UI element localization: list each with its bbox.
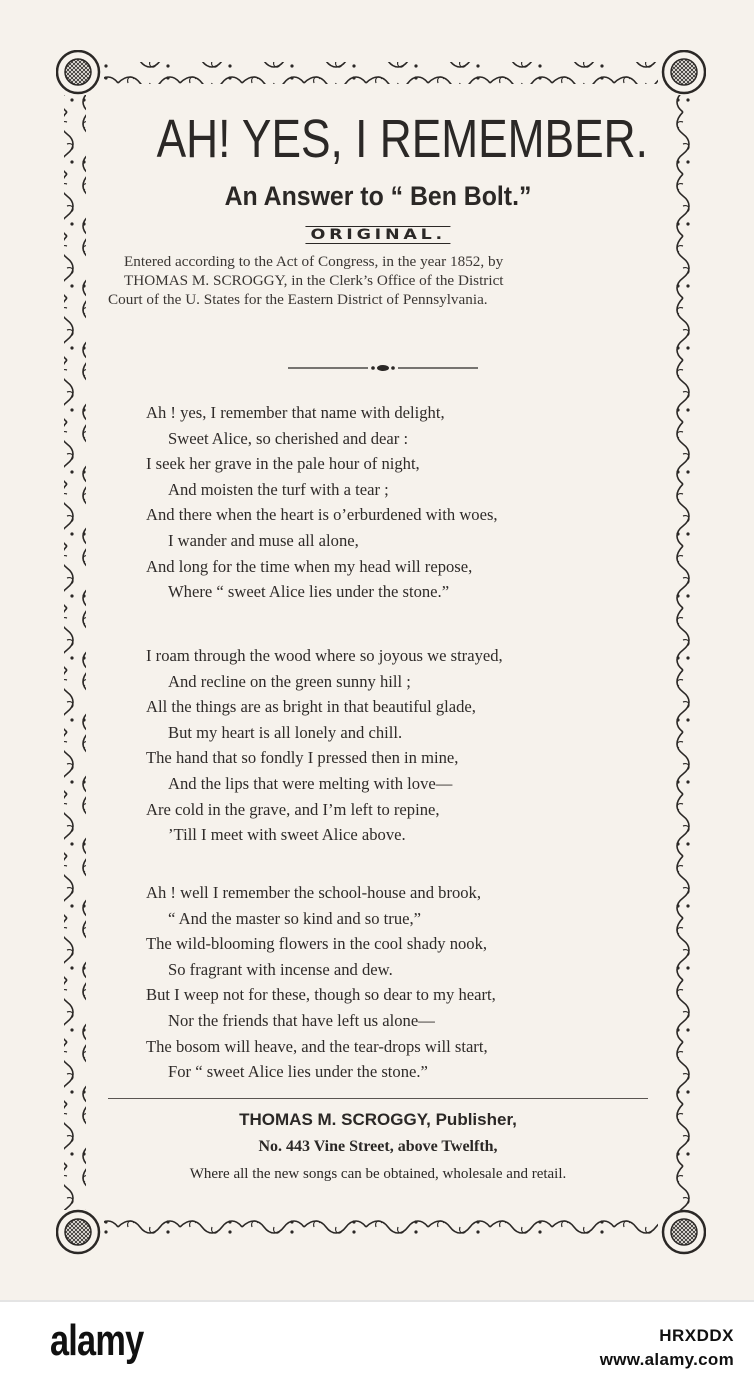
alamy-logo: alamy [50,1316,144,1365]
publisher-note: Where all the new songs can be obtained, wholesale and retail. [189,1166,567,1182]
verse-line: The hand that so fondly I pressed then in mine, [146,748,459,768]
verse-line: Nor the friends that have left us alone— [168,1010,435,1030]
copyright-line-3: Court of the U. States for the Eastern District of Pennsylvania. [108,291,488,308]
verse-line: And the lips that were melting with love— [168,773,453,793]
copyright-notice [108,252,648,309]
verse-line: So fragrant with incense and dew. [168,959,393,979]
song-sheet-content [108,109,648,1182]
verse-line: The bosom will heave, and the tear-drops will start, [146,1036,488,1056]
footer-divider [0,1300,754,1302]
corner-rosette-bottom-left [57,1211,99,1253]
verse-line: And long for the time when my head will repose, [146,556,473,576]
corner-rosette-top-left [57,51,99,93]
copyright-line-1: Entered according to the Act of Congress, in the year 1852, by [124,253,504,270]
verse-line: And there when the heart is o’erburdened with woes, [146,505,498,525]
image-id: HRXDDX [659,1326,734,1345]
publisher-divider [108,1098,648,1099]
verse-line: I seek her grave in the pale hour of night, [146,454,420,474]
divider-ornament [288,363,478,373]
verse-line: Where “ sweet Alice lies under the stone.” [168,582,450,602]
verse-line: ’Till I meet with sweet Alice above. [168,825,406,845]
verse-line: For “ sweet Alice lies under the stone.” [168,1062,428,1082]
publisher-name: THOMAS M. SCROGGY, Publisher, [239,1110,517,1129]
publisher-address: No. 443 Vine Street, above Twelfth, [258,1138,498,1155]
verse-line: But my heart is all lonely and chill. [168,722,403,742]
stanza-1 [146,400,498,605]
copyright-line-2: THOMAS M. SCROGGY, in the Clerk’s Office of the District [124,272,504,289]
verse-line: And recline on the green sunny hill ; [168,671,411,691]
verse-line: All the things are as bright in that beautiful glade, [146,697,476,717]
verse-line: Ah ! well I remember the school-house and brook, [146,883,482,902]
song-title: AH! YES, I REMEMBER. [156,109,648,169]
verse-line: Are cold in the grave, and I’m left to repine, [146,799,440,819]
corner-rosette-top-right [663,51,705,93]
watermark-url: www.alamy.com [599,1350,734,1369]
stanza-2 [146,643,503,848]
verse-line: I wander and muse all alone, [168,530,359,550]
verse-line: Ah ! yes, I remember that name with delight, [146,403,445,422]
verse-line: And moisten the turf with a tear ; [168,479,389,499]
stanza-3 [146,880,496,1085]
song-subtitle: An Answer to “ Ben Bolt.” [224,181,532,211]
original-label: ORIGINAL. [108,226,648,244]
corner-rosette-bottom-right [663,1211,705,1253]
watermark-footer [0,1300,754,1390]
verse-line: The wild-blooming flowers in the cool shady nook, [146,934,488,954]
verse-line: I roam through the wood where so joyous we strayed, [146,646,503,665]
verse-line: Sweet Alice, so cherished and dear : [168,428,409,448]
verse-line: But I weep not for these, though so dear to my heart, [146,985,496,1005]
verse-line: “ And the master so kind and so true,” [168,908,421,928]
